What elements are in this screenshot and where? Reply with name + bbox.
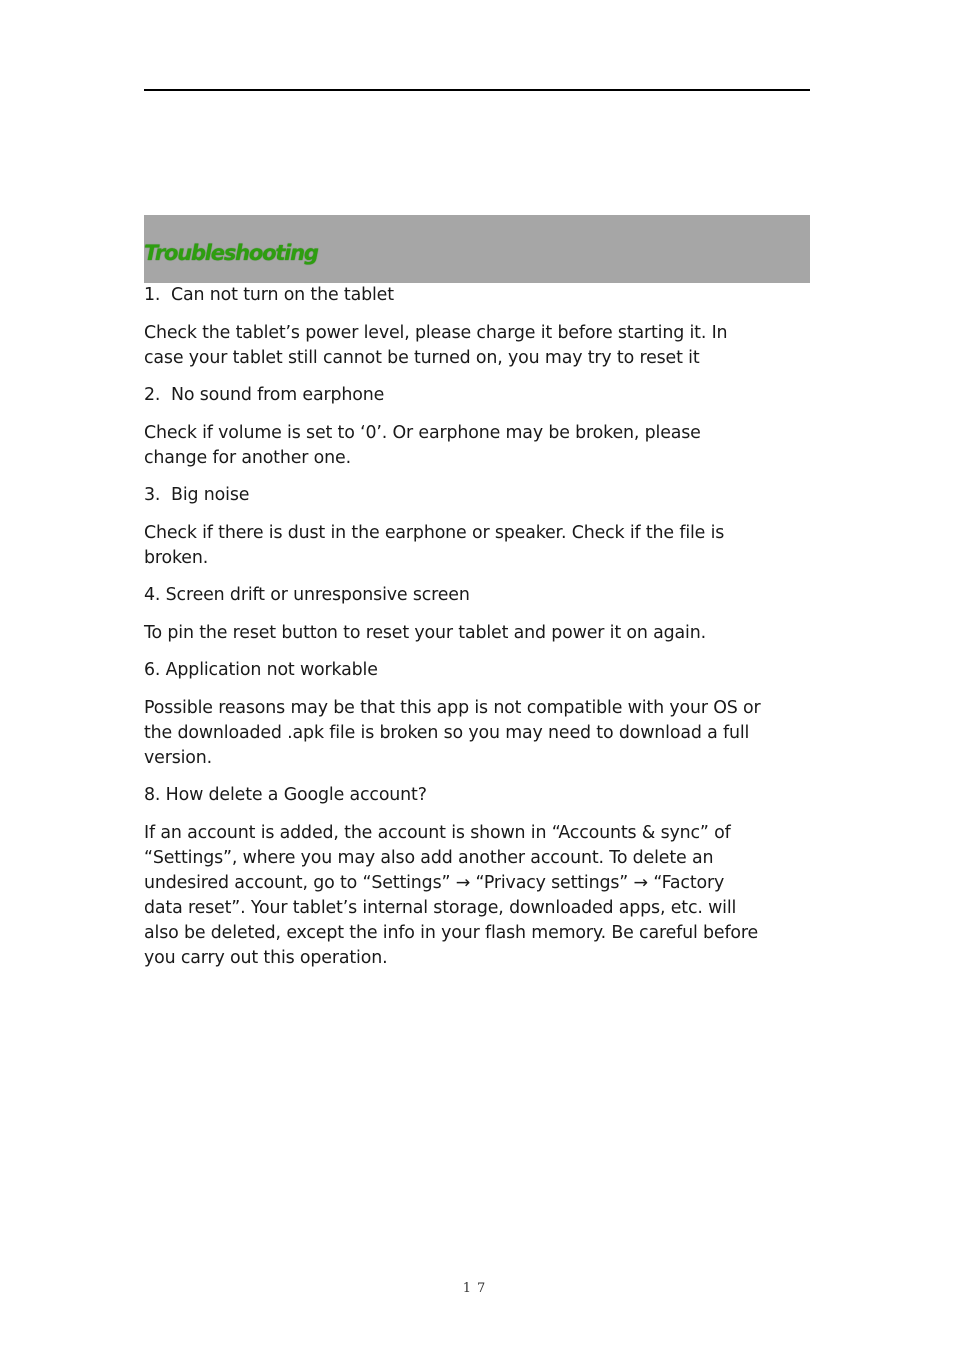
item-answer: Check if there is dust in the earphone or speaker. Check if the file is broken.: [144, 523, 725, 568]
item-question: 6. Application not workable: [144, 660, 378, 680]
item-answer: If an account is added, the account is shown in “Accounts & sync” of “Settings”, where you may also add another account. To delete an undesired account, go to “Settings” → “Privacy settings” → “Factory data reset”. Your tablet’s internal storage, downloaded apps, etc. will also be deleted, except the info in your flash memory. Be careful before you carry out this operation.: [144, 823, 759, 968]
item-answer: Check the tablet’s power level, please charge it before starting it. In case your tablet still cannot be turned on, you may try to reset it: [144, 323, 728, 368]
item-answer: Possible reasons may be that this app is not compatible with your OS or the downloaded .apk file is broken so you may need to download a full version.: [144, 698, 761, 768]
item-question: 1. Can not turn on the tablet: [144, 285, 394, 305]
section-title: Troubleshooting: [144, 241, 318, 265]
item-question: 2. No sound from earphone: [144, 385, 385, 405]
troubleshooting-list: [144, 283, 814, 983]
item-answer: To pin the reset button to reset your tablet and power it on again.: [144, 623, 706, 643]
item-question: 3. Big noise: [144, 485, 250, 505]
item-question: 8. How delete a Google account?: [144, 785, 427, 805]
page-number: 17: [462, 1281, 492, 1296]
item-question: 4. Screen drift or unresponsive screen: [144, 585, 470, 605]
header-rule: [144, 89, 810, 91]
section-banner: [144, 215, 810, 283]
item-answer: Check if volume is set to ‘0’. Or earphone may be broken, please change for another one.: [144, 423, 701, 468]
